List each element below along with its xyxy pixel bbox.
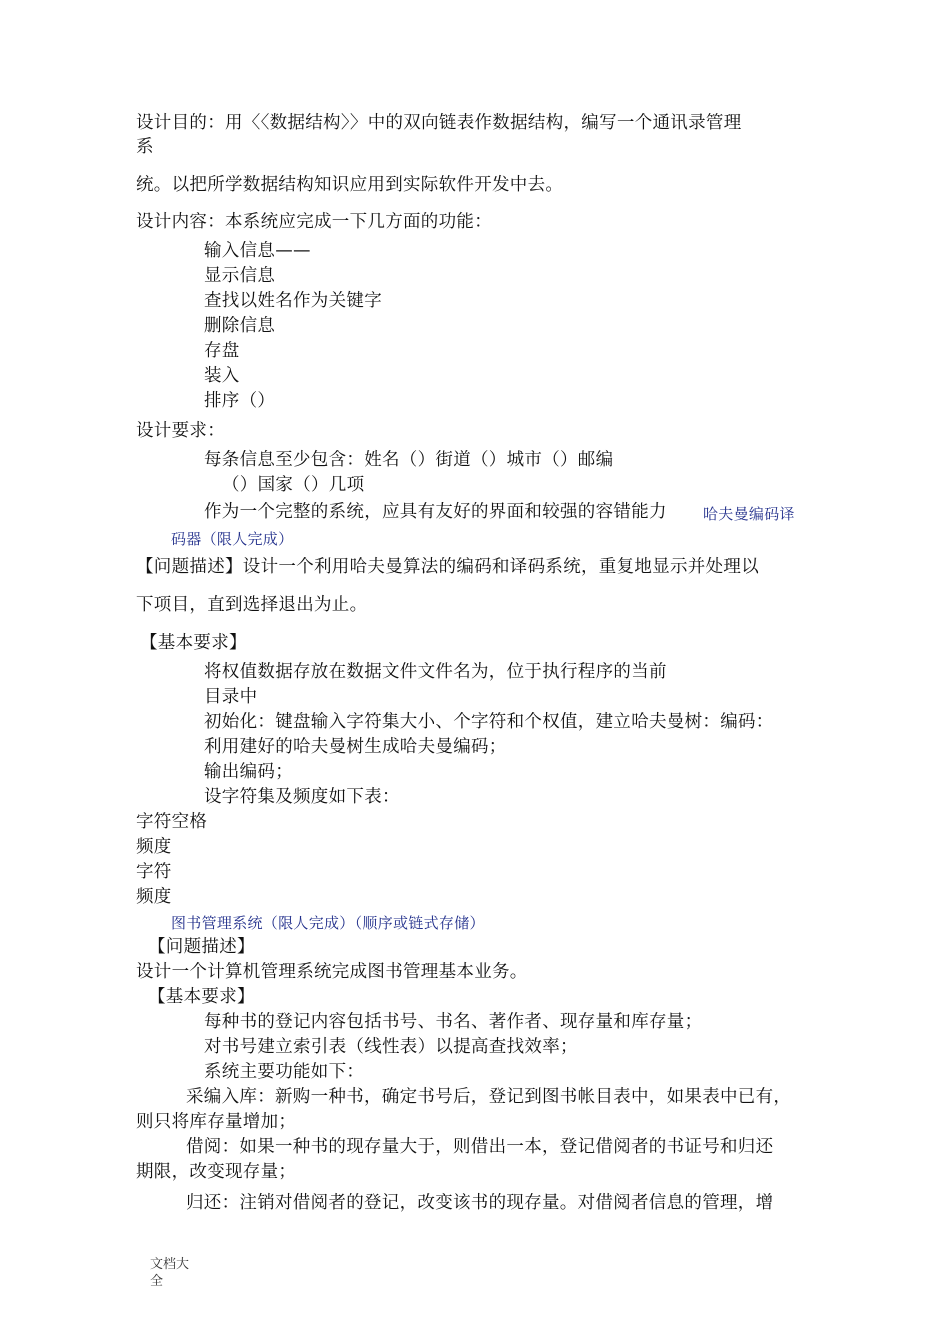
text-line: 利用建好的哈夫曼树生成哈夫曼编码； xyxy=(204,737,507,757)
text-line: 【问题描述】 xyxy=(148,937,255,957)
text-line: 查找以姓名作为关键字 xyxy=(204,291,382,311)
text-line: 则只将库存量增加； xyxy=(136,1112,297,1132)
text-line: 设计要求： xyxy=(136,421,225,441)
text-line: 输入信息—— xyxy=(204,241,311,261)
footer-line: 文档大 xyxy=(150,1257,190,1272)
text-line: 频度 xyxy=(136,887,172,907)
text-line: 期限，改变现存量； xyxy=(136,1162,297,1182)
text-line: 每种书的登记内容包括书号、书名、著作者、现存量和库存量； xyxy=(204,1012,703,1032)
text-line: 【基本要求】 xyxy=(140,633,247,653)
text-line: 删除信息 xyxy=(204,316,276,336)
text-line: 统。以把所学数据结构知识应用到实际软件开发中去。 xyxy=(136,175,564,195)
text-line: 借阅：如果一种书的现存量大于，则借出一本，登记借阅者的书证号和归还 xyxy=(186,1137,774,1157)
text-line: 【问题描述】设计一个利用哈夫曼算法的编码和译码系统，重复地显示并处理以 xyxy=(136,557,759,577)
text-line: 采编入库：新购一种书，确定书号后，登记到图书帐目表中，如果表中已有， xyxy=(186,1087,792,1107)
text-line: 设计目的：用〈〈数据结构〉〉中的双向链表作数据结构，编写一个通讯录管理 xyxy=(136,113,742,133)
text-line: （）国家（）几项 xyxy=(222,475,365,495)
text-line: 归还：注销对借阅者的登记，改变该书的现存量。对借阅者信息的管理，增 xyxy=(186,1193,774,1213)
text-line: 目录中 xyxy=(204,687,258,707)
page-footer xyxy=(150,1256,189,1290)
text-line: 对书号建立索引表（线性表）以提高查找效率； xyxy=(204,1037,578,1057)
section-heading: 码器（限人完成） xyxy=(171,530,294,548)
text-line: 设字符集及频度如下表： xyxy=(204,787,400,807)
section-heading: 图书管理系统（限人完成）（顺序或链式存储） xyxy=(171,914,485,932)
text-line: 设计内容：本系统应完成一下几方面的功能： xyxy=(136,212,492,232)
text-line: 【基本要求】 xyxy=(148,987,255,1007)
text-line: 初始化：键盘输入字符集大小、个字符和个权值，建立哈夫曼树：编码： xyxy=(204,712,774,732)
text-line: 频度 xyxy=(136,837,172,857)
text-line: 系统主要功能如下： xyxy=(204,1062,365,1082)
section-heading: 哈夫曼编码译 xyxy=(703,505,795,523)
text-line: 系 xyxy=(136,137,154,157)
text-line: 作为一个完整的系统，应具有友好的界面和较强的容错能力 xyxy=(204,502,667,522)
text-line: 设计一个计算机管理系统完成图书管理基本业务。 xyxy=(136,962,528,982)
text-line: 下项目，直到选择退出为止。 xyxy=(136,595,368,615)
text-line: 每条信息至少包含：姓名（）街道（）城市（）邮编 xyxy=(204,450,614,470)
text-line: 排序（） xyxy=(204,391,276,411)
text-line: 字符 xyxy=(136,862,172,882)
text-line: 装入 xyxy=(204,366,240,386)
text-line: 将权值数据存放在数据文件文件名为，位于执行程序的当前 xyxy=(204,662,667,682)
text-line: 输出编码； xyxy=(204,762,293,782)
text-line: 显示信息 xyxy=(204,266,276,286)
text-line: 存盘 xyxy=(204,341,240,361)
text-line: 字符空格 xyxy=(136,812,208,832)
footer-line: 全 xyxy=(150,1274,164,1289)
